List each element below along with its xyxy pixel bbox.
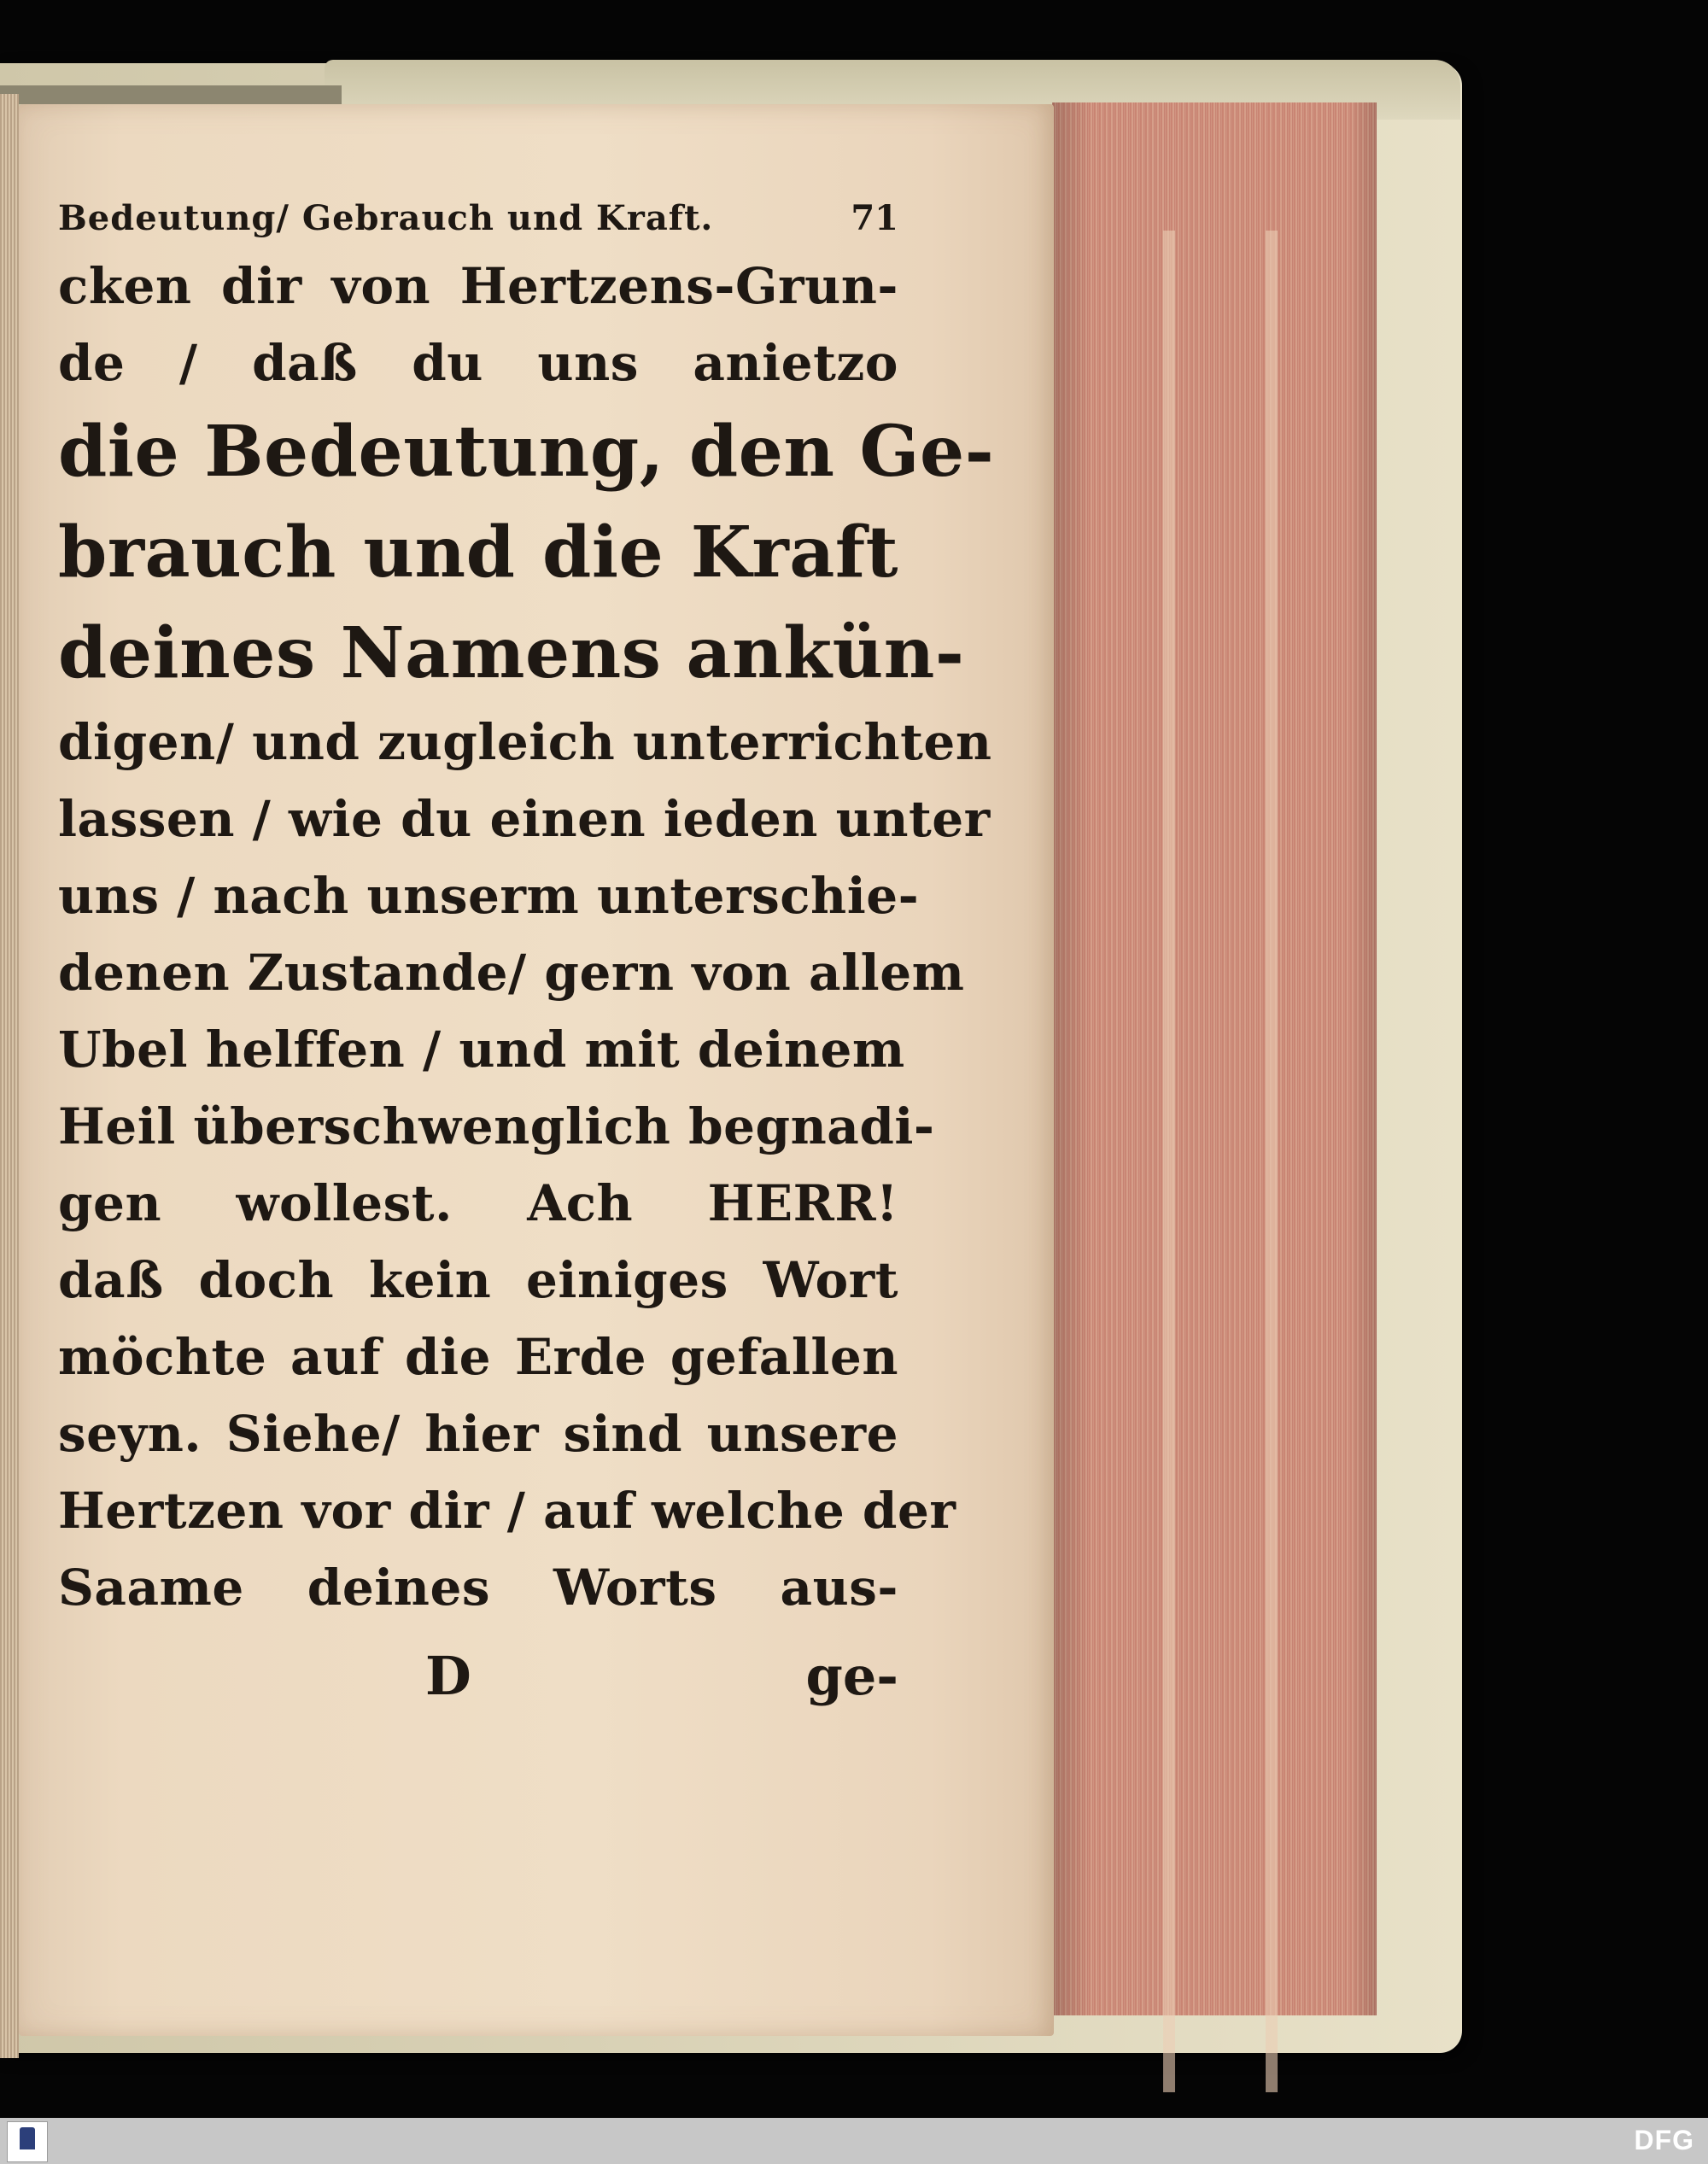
- page-text-block: [58, 188, 995, 1722]
- text-line: Ubel helffen / und mit deinem: [58, 1021, 905, 1079]
- page-header: [58, 188, 898, 248]
- library-logo-icon[interactable]: [7, 2121, 48, 2162]
- text-line: denen Zustande/ gern von allem: [58, 944, 965, 1002]
- running-head: Bedeutung/ Gebrauch und Kraft.: [58, 198, 714, 238]
- text-line: deines Namens ankün-: [58, 612, 965, 694]
- text-line: seyn. Siehe/ hier sind unsere: [58, 1405, 898, 1463]
- text-line: daß doch kein einiges Wort: [58, 1251, 898, 1309]
- text-line: lassen / wie du einen ieden unter: [58, 790, 991, 848]
- library-logo-glyph: [20, 2127, 35, 2149]
- page-footer: [58, 1636, 898, 1722]
- page-number: 71: [851, 198, 898, 238]
- text-line: cken dir von Hertzens-Grun-: [58, 257, 898, 315]
- text-line: Saame deines Worts aus-: [58, 1559, 898, 1617]
- left-page-stack: [0, 94, 19, 2058]
- text-line: gen wollest. Ach HERR!: [58, 1174, 898, 1232]
- text-line: Heil überschwenglich begnadi-: [58, 1097, 935, 1155]
- viewer-footer-bar: [0, 2118, 1708, 2164]
- text-line: brauch und die Kraft: [58, 512, 898, 594]
- fore-edge-band: [1163, 231, 1175, 2092]
- dfg-logo[interactable]: DFG: [1634, 2125, 1694, 2155]
- text-line: uns / nach unserm unterschie-: [58, 867, 920, 925]
- text-line: möchte auf die Erde gefallen: [58, 1328, 898, 1386]
- text-line: digen/ und zugleich unterrichten: [58, 713, 992, 771]
- text-line: die Bedeutung, den Ge-: [58, 411, 995, 493]
- fore-edge-band: [1266, 231, 1278, 2092]
- text-line: Hertzen vor dir / auf welche der: [58, 1482, 956, 1540]
- page-fore-edge: [1052, 102, 1377, 2015]
- text-line: de / daß du uns anietzo: [58, 334, 898, 392]
- cover-left-strip: [0, 85, 342, 104]
- catchword: ge-: [805, 1645, 898, 1707]
- signature-mark: D: [425, 1645, 471, 1707]
